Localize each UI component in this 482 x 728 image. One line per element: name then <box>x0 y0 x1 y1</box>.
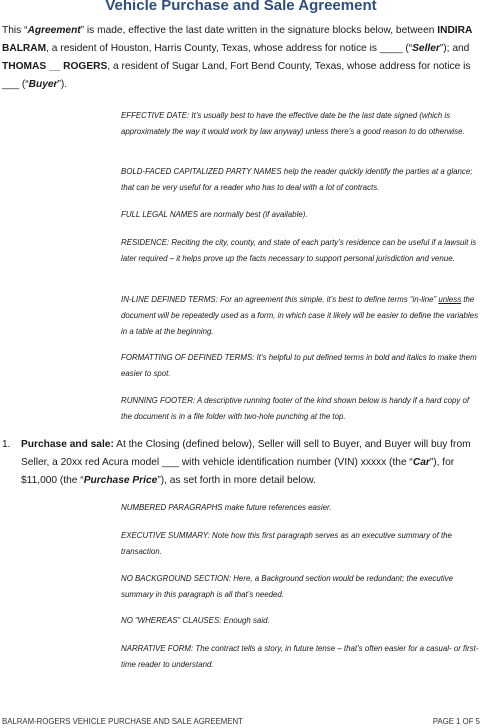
note-text: the document will be repeatedly used as a form, in which case it likely will be easier to define the variables in a table at the beginning. <box>121 295 479 336</box>
underlined-word: unless <box>438 295 462 304</box>
intro-text: , a resident of Sugar Land, Fort Bend County, Texas, whose address for notice is ___ (“ <box>2 61 471 90</box>
drafting-note <box>121 292 481 339</box>
drafting-note: NARRATIVE FORM: The contract tells a story, in future tense – that’s often easier for a casual- or first-time reader to understand. <box>121 644 479 669</box>
intro-text: ”). <box>57 79 68 90</box>
drafting-note: FORMATTING OF DEFINED TERMS: It’s helpful to put defined terms in bold and italics to make them easier to spot. <box>121 353 477 378</box>
section-text: At the Closing (defined below), Seller will sell to Buyer, and Buyer will buy from Seller, a 20xx red Acura model ___ with vehicle identification number (VIN) xxxxx (the “ <box>21 439 471 468</box>
intro-text: ” is made, effective the last date written in the signature blocks below, between <box>80 25 438 36</box>
drafting-note: NO BACKGROUND SECTION: Here, a Background section would be redundant; the executive summary in this paragraph is all that’s needed. <box>121 574 453 599</box>
section-number: 1. <box>2 439 11 450</box>
drafting-note: EFFECTIVE DATE: It’s usually best to have the effective date be the last date signed (which is approximately the way it would work by law anyway) unless there’s a good reason to do otherwise. <box>121 111 465 136</box>
intro-text: This “ <box>2 25 28 36</box>
drafting-note: NO “WHEREAS” CLAUSES: Enough said. <box>121 616 270 625</box>
defined-term-agreement: Agreement <box>27 25 81 36</box>
drafting-note: BOLD-FACED CAPITALIZED PARTY NAMES help the reader quickly identify the parties at a glance; that can be very useful for a reader who has to deal with a lot of contracts. <box>121 167 473 192</box>
page-number: PAGE 1 OF 5 <box>432 717 480 726</box>
footer-title: BALRAM-ROGERS VEHICLE PURCHASE AND SALE AGREEMENT <box>2 717 243 726</box>
drafting-note: FULL LEGAL NAMES are normally best (if available). <box>121 210 308 219</box>
party-name-seller: INDIRA BALRAM <box>2 25 472 54</box>
document-title: Vehicle Purchase and Sale Agreement <box>105 0 377 14</box>
intro-text: , a resident of Houston, Harris County, Texas, whose address for notice is ____ (“ <box>46 43 413 54</box>
section-body <box>21 436 477 490</box>
section-heading: Purchase and sale: <box>21 439 114 450</box>
section-text: ”), as set forth in more detail below. <box>157 475 316 486</box>
defined-term-seller: Seller <box>412 43 440 54</box>
drafting-note: RUNNING FOOTER: A descriptive running footer of the kind shown below is handy if a hard copy of the document is in a file folder with two-hole punching at the top. <box>121 396 470 421</box>
drafting-note: EXECUTIVE SUMMARY: Note how this first paragraph serves as an executive summary of the transaction. <box>121 531 452 556</box>
drafting-note: RESIDENCE: Reciting the city, county, and state of each party’s residence can be useful if a lawsuit is later required – it helps prove up the facts necessary to support personal jurisdiction and venue. <box>121 238 477 263</box>
defined-term-buyer: Buyer <box>28 79 58 90</box>
section-text: ”), for $11,000 (the “ <box>21 457 455 486</box>
drafting-note: NUMBERED PARAGRAPHS make future references easier. <box>121 503 332 512</box>
intro-text: ”); and <box>439 43 470 54</box>
intro-paragraph <box>2 22 478 94</box>
defined-term-car: Car <box>412 457 430 468</box>
note-text: IN-LINE DEFINED TERMS: For an agreement this simple, it’s best to define terms “in-line” <box>121 295 439 304</box>
party-name-buyer: THOMAS __ ROGERS <box>2 61 108 72</box>
defined-term-purchase-price: Purchase Price <box>83 475 158 486</box>
